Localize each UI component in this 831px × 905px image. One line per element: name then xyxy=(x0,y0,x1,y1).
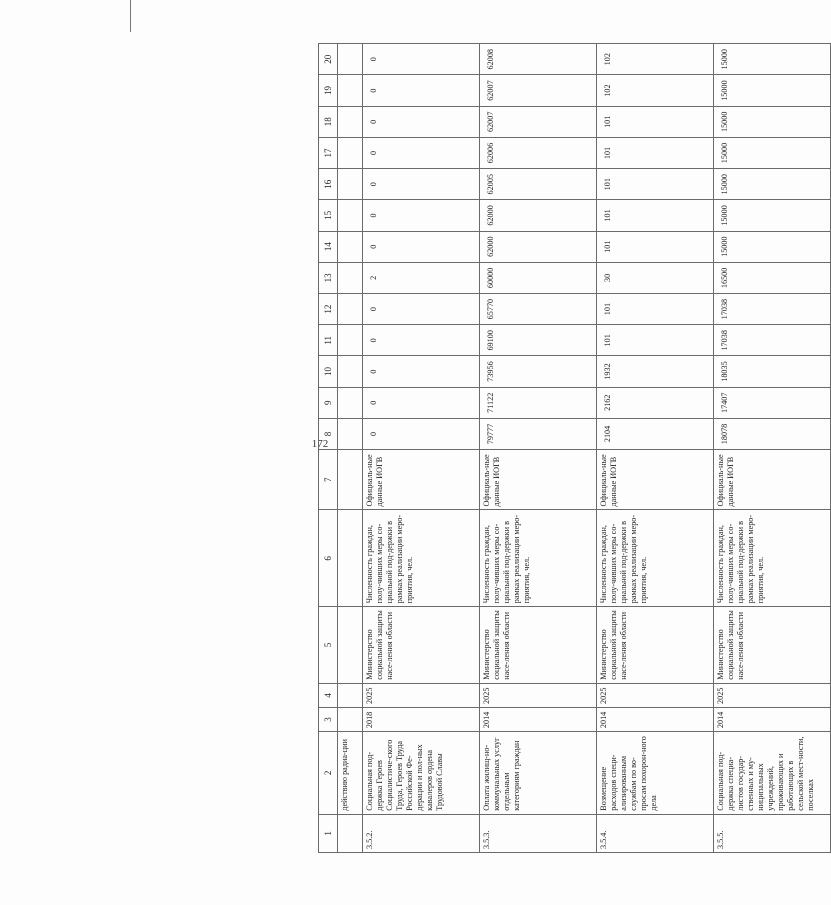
value-cell: 15000 xyxy=(714,44,831,75)
start-year: 2014 xyxy=(597,707,714,731)
column-number-row xyxy=(319,44,338,853)
column-number: 1 xyxy=(319,814,338,852)
value-cell: 15000 xyxy=(714,200,831,231)
column-number: 11 xyxy=(319,325,338,356)
column-number: 17 xyxy=(319,137,338,168)
indicator-table xyxy=(318,43,831,853)
value-cell: 0 xyxy=(363,387,480,418)
value-cell: 2 xyxy=(363,262,480,293)
end-year: 2025 xyxy=(714,683,831,707)
column-number: 14 xyxy=(319,231,338,262)
value-cell: 0 xyxy=(363,44,480,75)
indicator: Численность граждан, полу-чивших меры со-циальной под-держки в рамках реализации меро-приятия, чел. xyxy=(480,510,597,607)
value-cell: 2162 xyxy=(597,387,714,418)
data-source: Официаль-ные данные ИОГВ xyxy=(363,450,480,510)
start-year: 2018 xyxy=(363,707,480,731)
column-number: 18 xyxy=(319,106,338,137)
value-cell: 101 xyxy=(597,137,714,168)
row-id: 3.5.5. xyxy=(714,814,831,852)
value-cell: 101 xyxy=(597,231,714,262)
end-year: 2025 xyxy=(597,683,714,707)
value-cell: 0 xyxy=(363,325,480,356)
executor: Министерство социальной защиты насе-ления области xyxy=(597,607,714,684)
rotated-table xyxy=(318,43,815,853)
value-cell: 101 xyxy=(597,200,714,231)
indicator: Численность граждан, полу-чивших меры со-циальной под-держки в рамках реализации меро-приятия, чел. xyxy=(597,510,714,607)
table-row xyxy=(480,44,597,853)
start-year: 2014 xyxy=(480,707,597,731)
column-number: 13 xyxy=(319,262,338,293)
value-cell: 62000 xyxy=(480,231,597,262)
value-cell: 0 xyxy=(363,231,480,262)
value-cell: 0 xyxy=(363,293,480,324)
value-cell: 17407 xyxy=(714,387,831,418)
data-source: Официаль-ные данные ИОГВ xyxy=(480,450,597,510)
value-cell: 101 xyxy=(597,325,714,356)
column-number: 8 xyxy=(319,418,338,449)
end-year: 2025 xyxy=(480,683,597,707)
column-number: 5 xyxy=(319,607,338,684)
continuation-text: действию радиа-ции xyxy=(338,732,363,815)
value-cell: 15000 xyxy=(714,137,831,168)
value-cell: 79777 xyxy=(480,418,597,449)
value-cell: 101 xyxy=(597,169,714,200)
value-cell: 62008 xyxy=(480,44,597,75)
data-source: Официаль-ные данные ИОГВ xyxy=(597,450,714,510)
column-number: 9 xyxy=(319,387,338,418)
column-number: 6 xyxy=(319,510,338,607)
table-row xyxy=(597,44,714,853)
start-year: 2014 xyxy=(714,707,831,731)
column-number: 15 xyxy=(319,200,338,231)
column-number: 12 xyxy=(319,293,338,324)
indicator: Численность граждан, полу-чивших меры со-циальной под-держки в рамках реализации меро-приятия, чел. xyxy=(363,510,480,607)
column-number: 20 xyxy=(319,44,338,75)
value-cell: 62005 xyxy=(480,169,597,200)
value-cell: 62000 xyxy=(480,200,597,231)
value-cell: 0 xyxy=(363,356,480,387)
value-cell: 30 xyxy=(597,262,714,293)
value-cell: 15000 xyxy=(714,106,831,137)
executor: Министерство социальной защиты насе-ления области xyxy=(714,607,831,684)
column-number: 3 xyxy=(319,707,338,731)
continuation-row xyxy=(338,44,363,853)
value-cell: 0 xyxy=(363,137,480,168)
page-number: 172 xyxy=(311,438,329,450)
value-cell: 62007 xyxy=(480,106,597,137)
value-cell: 71122 xyxy=(480,387,597,418)
row-id: 3.5.3. xyxy=(480,814,597,852)
column-number: 19 xyxy=(319,75,338,106)
value-cell: 62007 xyxy=(480,75,597,106)
value-cell: 17038 xyxy=(714,325,831,356)
executor: Министерство социальной защиты насе-ления области xyxy=(480,607,597,684)
value-cell: 15000 xyxy=(714,75,831,106)
event-name: Социальная под-держка Героев Социалистиче-ского Труда, Героев Труда Российской Фе-дерации и пол-ных кавалеров ордена Трудовой Славы xyxy=(363,732,480,815)
column-number: 7 xyxy=(319,450,338,510)
column-number: 4 xyxy=(319,683,338,707)
indicator: Численность граждан, полу-чивших меры со-циальной под-держки в рамках реализации меро-приятия, чел. xyxy=(714,510,831,607)
value-cell: 16500 xyxy=(714,262,831,293)
column-number: 2 xyxy=(319,732,338,815)
end-year: 2025 xyxy=(363,683,480,707)
row-id: 3.5.2. xyxy=(363,814,480,852)
value-cell: 62006 xyxy=(480,137,597,168)
value-cell: 0 xyxy=(363,200,480,231)
event-name: Возмещение расходов специ-ализированным службам по во-просам похорон-ного дела xyxy=(597,732,714,815)
value-cell: 102 xyxy=(597,44,714,75)
column-number: 16 xyxy=(319,169,338,200)
value-cell: 17038 xyxy=(714,293,831,324)
value-cell: 73956 xyxy=(480,356,597,387)
value-cell: 0 xyxy=(363,106,480,137)
value-cell: 102 xyxy=(597,75,714,106)
value-cell: 0 xyxy=(363,418,480,449)
table-row xyxy=(363,44,480,853)
value-cell: 15000 xyxy=(714,169,831,200)
value-cell: 0 xyxy=(363,169,480,200)
value-cell: 69100 xyxy=(480,325,597,356)
row-id: 3.5.4. xyxy=(597,814,714,852)
value-cell: 1932 xyxy=(597,356,714,387)
column-number: 10 xyxy=(319,356,338,387)
value-cell: 15000 xyxy=(714,231,831,262)
data-source: Официаль-ные данные ИОГВ xyxy=(714,450,831,510)
executor: Министерство социальной защиты насе-ления области xyxy=(363,607,480,684)
table-row xyxy=(714,44,831,853)
value-cell: 18078 xyxy=(714,418,831,449)
event-name: Оплата жилищ-но-коммунальных услуг отдельным категориям граждан xyxy=(480,732,597,815)
value-cell: 0 xyxy=(363,75,480,106)
value-cell: 2104 xyxy=(597,418,714,449)
value-cell: 60000 xyxy=(480,262,597,293)
value-cell: 65770 xyxy=(480,293,597,324)
value-cell: 101 xyxy=(597,106,714,137)
value-cell: 101 xyxy=(597,293,714,324)
event-name: Социальная под-держка специа-листов государ-ственных и му-ниципальных учреждений, проживающих и работающих в сельской мест-ности, поселках xyxy=(714,732,831,815)
value-cell: 18035 xyxy=(714,356,831,387)
